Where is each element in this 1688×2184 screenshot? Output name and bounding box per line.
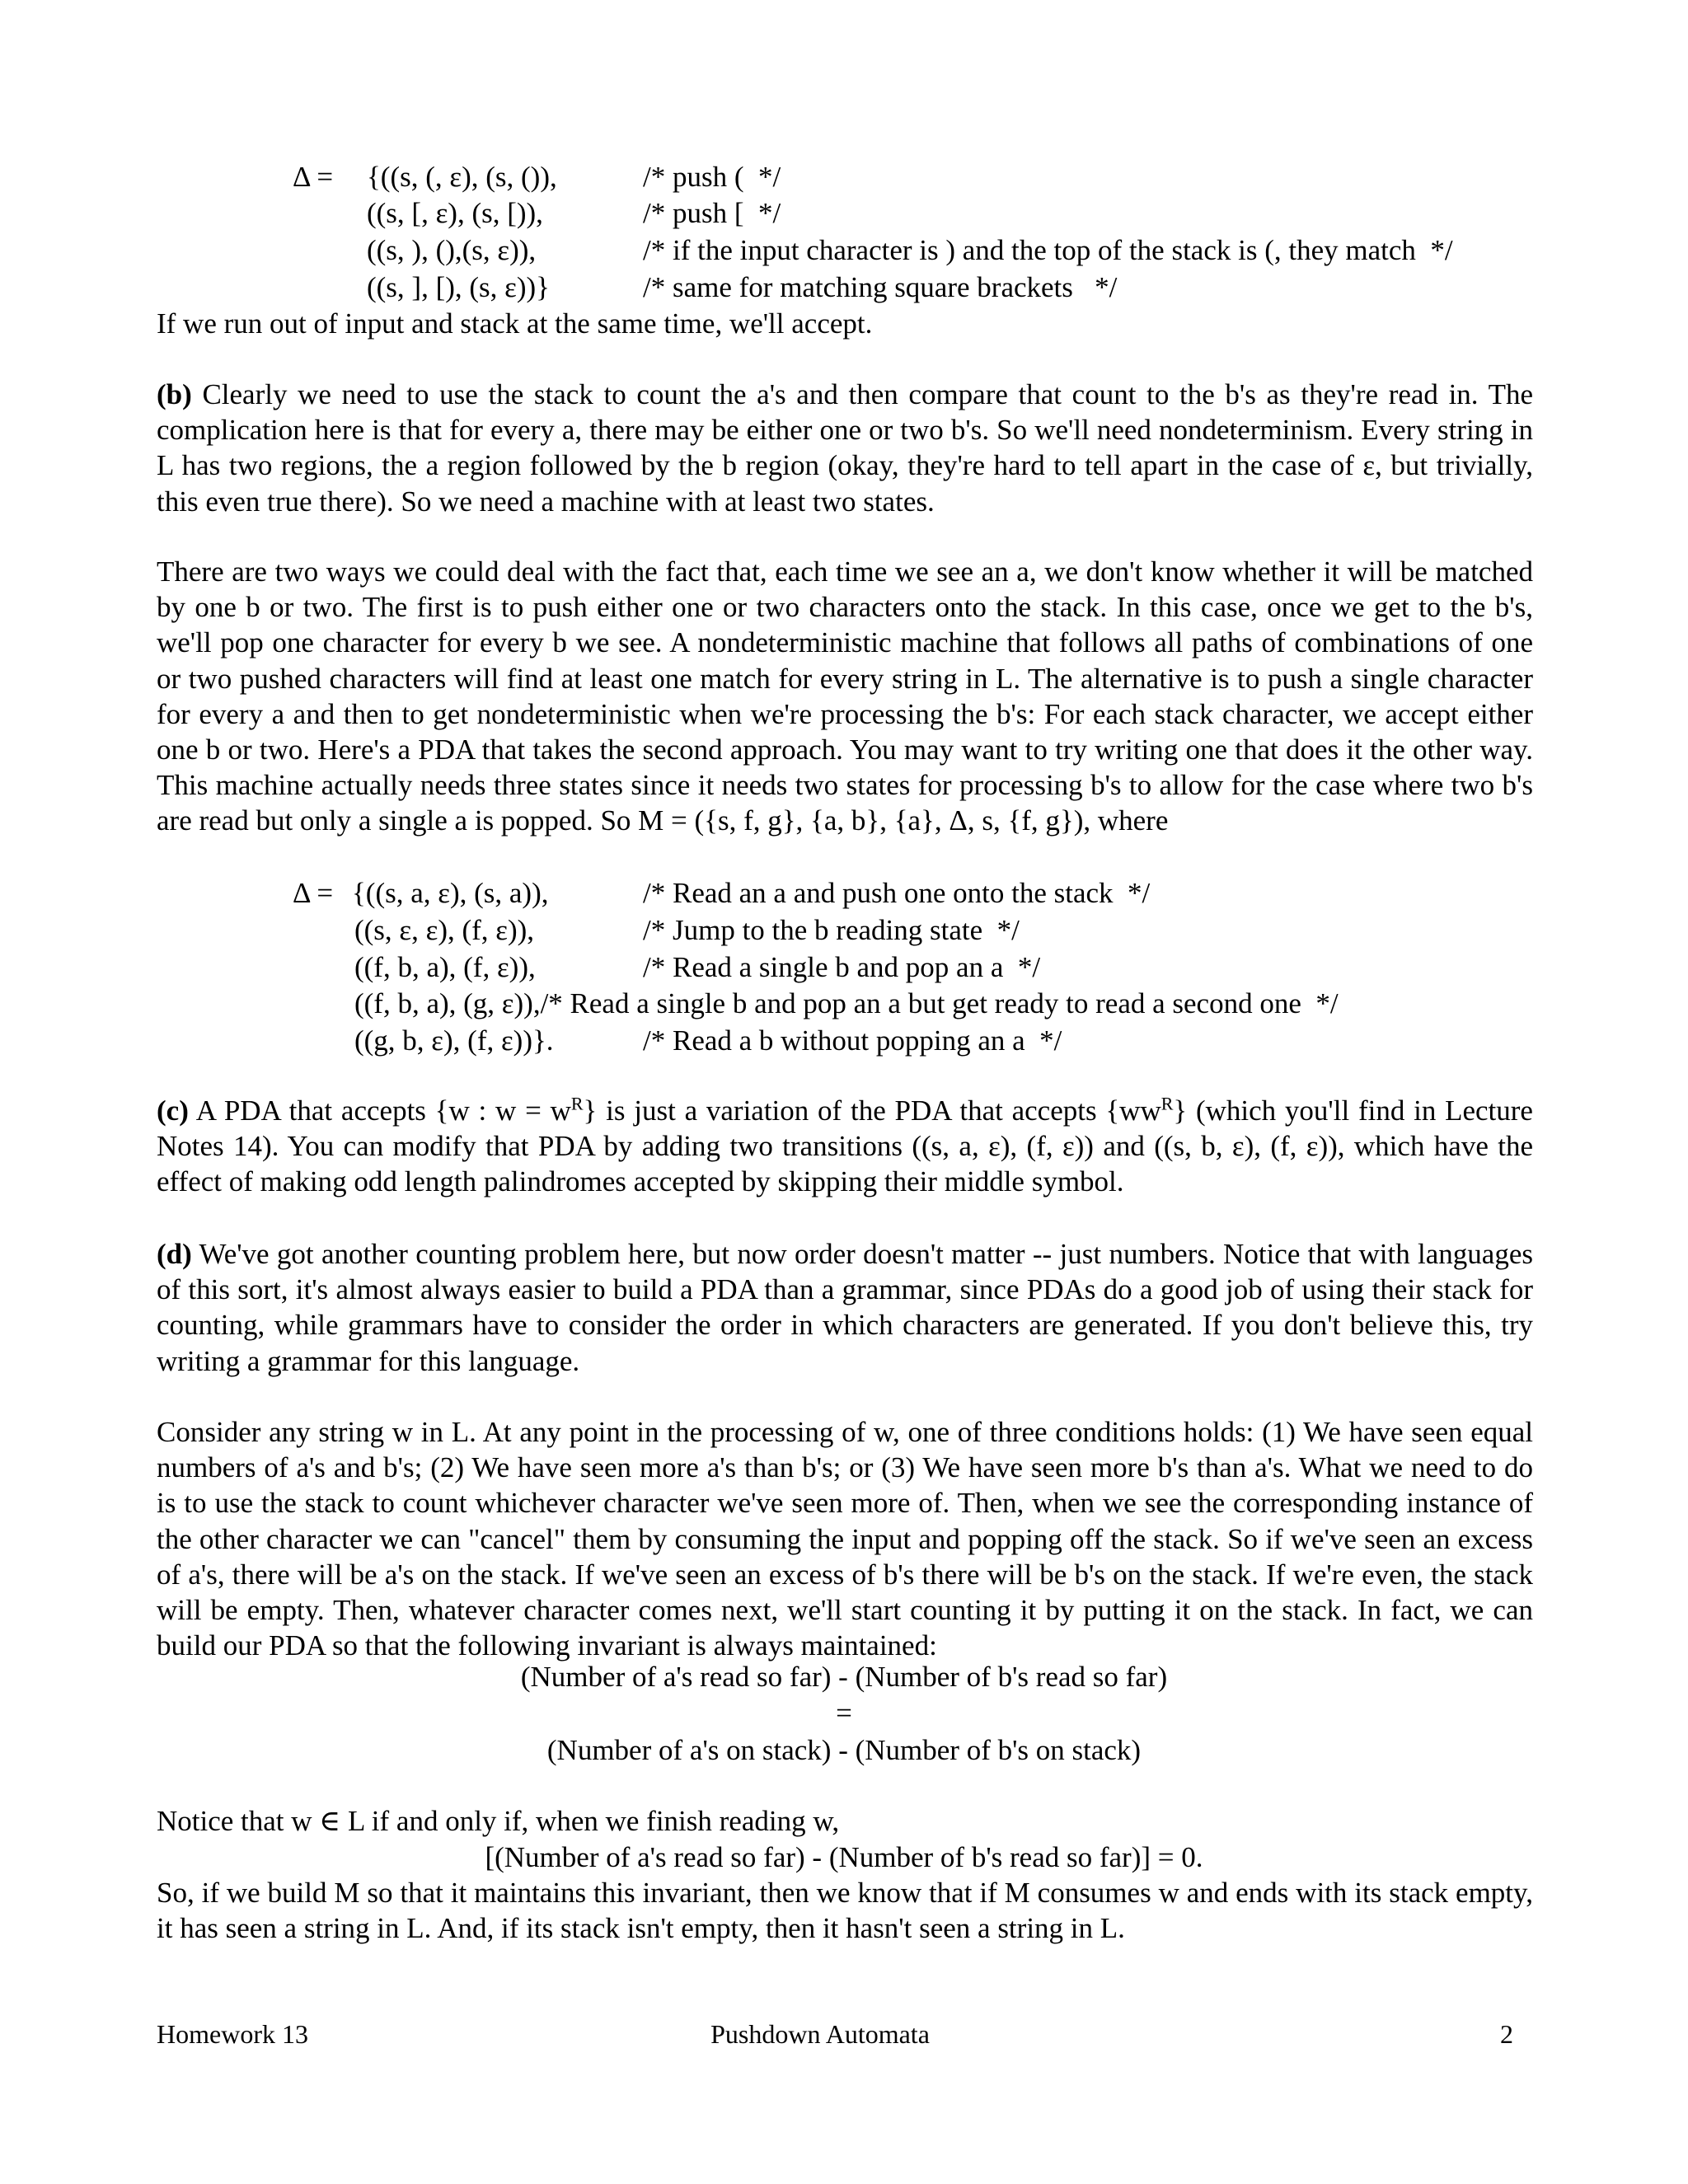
part-c-text-c: } (which you'll find in Lecture Notes 14). You can modify that PDA by adding two transitions ((s, a, ε), (f, ε)) and ((s, b, ε), (f, ε)), which have the effect of making odd length palindromes accepted by skipping their middle symbol. xyxy=(157,1094,1533,1198)
delta2-row-3-transition: ((f, b, a), (g, ε)),/* Read a single b and pop an a but get ready to read a second one */ xyxy=(354,987,1339,1019)
part-b-paragraph-2: There are two ways we could deal with the fact that, each time we see an a, we don't know whether it will be matched by one b or two. The first is to push either one or two characters onto the stack. In this case, once we get to the b's, we'll pop one character for every b we see. A nondeterministic machine that follows all paths of combinations of one or two pushed characters will find at least one match for every string in L. The alternative is to push a single character for every a and then to get nondeterministic when we're processing the b's: For each stack character, we accept either one b or two. Here's a PDA that takes the second approach. You may want to try writing one that does it the other way. This machine actually needs three states since it needs two states for processing b's to allow for the case where two b's are read but only a single a is popped. So M = ({s, f, g}, {a, b}, {a}, Δ, s, {f, g}), where xyxy=(157,555,1533,837)
part-b-label: (b) xyxy=(157,378,192,410)
invariant-equals: = xyxy=(836,1697,852,1729)
part-d-paragraph-1 xyxy=(157,1236,1533,1379)
delta2-row-1-transition: ((s, ε, ε), (f, ε)), xyxy=(354,914,535,946)
delta2-row-4-transition: ((g, b, ε), (f, ε))}. xyxy=(354,1024,554,1057)
delta2-row-2-comment: /* Read a single b and pop an a */ xyxy=(643,951,1041,983)
delta2-label: Δ = xyxy=(293,877,334,909)
part-d-label: (d) xyxy=(157,1238,192,1270)
delta2-row-1-comment: /* Jump to the b reading state */ xyxy=(643,914,1020,946)
part-c-label: (c) xyxy=(157,1094,189,1127)
part-b-paragraph-1 xyxy=(157,377,1533,519)
part-d-paragraph-2: Consider any string w in L. At any point in the processing of w, one of three conditions holds: (1) We have seen equal numbers of a's and b's; (2) We have seen more a's than b's; or (3) We have seen more b's than a's. What we need to do is to use the stack to count whichever character we've seen more of. Then, when we see the corresponding instance of the other character we can "cancel" them by consuming the input and popping off the stack. So if we've seen an excess of a's, there will be a's on the stack. If we've seen an excess of b's there will be b's on the stack. If we're even, the stack will be empty. Then, whatever character comes next, we'll start counting it by putting it on the stack. In fact, we can build our PDA so that the following invariant is always maintained: xyxy=(157,1416,1533,1662)
delta1-row-0-transition: {((s, (, ε), (s, ()), xyxy=(367,161,557,193)
delta1-row-3-transition: ((s, ], [), (s, ε))} xyxy=(367,271,550,303)
footer-left: Homework 13 xyxy=(157,2019,308,2049)
delta1-row-1-comment: /* push [ */ xyxy=(643,197,781,229)
invariant-line-1: (Number of a's read so far) - (Number of b's read so far) xyxy=(520,1661,1168,1693)
invariant-line-2: (Number of a's on stack) - (Number of b's on stack) xyxy=(546,1734,1142,1766)
part-c-paragraph xyxy=(157,1093,1533,1200)
delta1-row-1-transition: ((s, [, ε), (s, [)), xyxy=(367,197,543,229)
part-c-text-b: } is just a variation of the PDA that accepts {ww xyxy=(583,1094,1161,1127)
acceptance-condition: [(Number of a's read so far) - (Number of b's read so far)] = 0. xyxy=(485,1841,1203,1873)
part-c-sup-1: R xyxy=(570,1093,584,1114)
footer-center: Pushdown Automata xyxy=(710,2019,930,2049)
part-c-sup-2: R xyxy=(1160,1093,1174,1114)
delta2-row-0-comment: /* Read an a and push one onto the stack */ xyxy=(643,877,1151,909)
delta1-row-2-comment: /* if the input character is ) and the top of the stack is (, they match */ xyxy=(643,234,1453,266)
delta1-row-2-transition: ((s, ), (),(s, ε)), xyxy=(367,234,537,266)
delta2-row-4-comment: /* Read a b without popping an a */ xyxy=(643,1024,1062,1057)
part-c-text-a: A PDA that accepts {w : w = w xyxy=(195,1094,571,1127)
notice-line: Notice that w ∈ L if and only if, when we finish reading w, xyxy=(157,1805,840,1837)
delta2-row-2-transition: ((f, b, a), (f, ε)), xyxy=(354,951,536,983)
delta1-label: Δ = xyxy=(293,161,334,193)
delta1-row-3-comment: /* same for matching square brackets */ xyxy=(643,271,1118,303)
part-b-text-1: Clearly we need to use the stack to count the a's and then compare that count to the b's as they're read in. The complication here is that for every a, there may be either one or two b's. So we'll need nondeterminism. Every string in L has two regions, the a region followed by the b region (okay, they're hard to tell apart in the case of ε, but trivially, this even true there). So we need a machine with at least two states. xyxy=(157,378,1533,518)
part-d-text-1: We've got another counting problem here, but now order doesn't matter -- just numbers. Notice that with languages of this sort, it's almost always easier to build a PDA than a grammar, since PDAs do a good job of using their stack for counting, while grammars have to consider the order in which characters are generated. If you don't believe this, try writing a grammar for this language. xyxy=(157,1238,1533,1377)
part-d-paragraph-3: So, if we build M so that it maintains this invariant, then we know that if M consumes w and ends with its stack empty, it has seen a string in L. And, if its stack isn't empty, then it hasn't seen a string in L. xyxy=(157,1877,1533,1945)
delta2-row-0-transition: {((s, a, ε), (s, a)), xyxy=(352,877,549,909)
accept-line: If we run out of input and stack at the same time, we'll accept. xyxy=(157,307,873,340)
footer-page-number: 2 xyxy=(1500,2019,1513,2049)
delta1-row-0-comment: /* push ( */ xyxy=(643,161,781,193)
